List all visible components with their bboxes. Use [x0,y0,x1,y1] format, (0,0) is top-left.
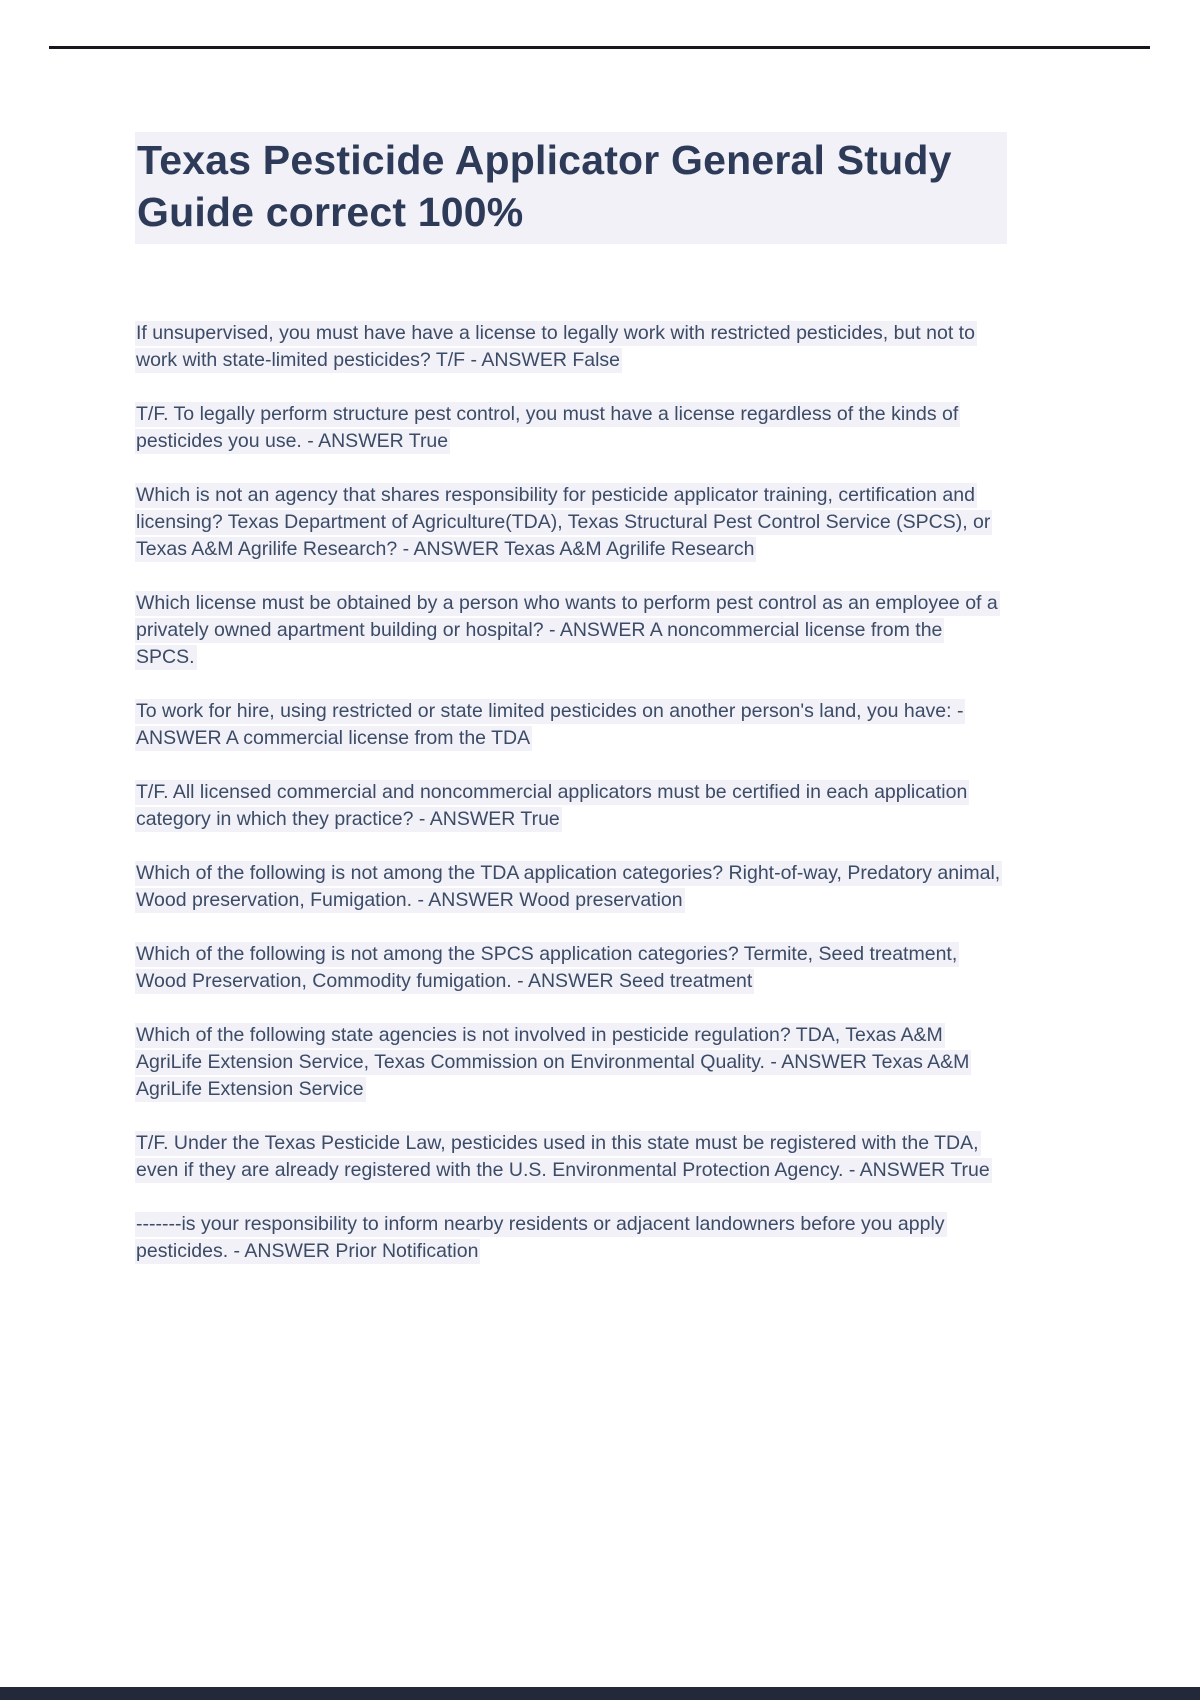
qa-text: Which of the following state agencies is not involved in pesticide regulation? TDA, Texas A&M AgriLife Extension Service, Texas Commission on Environmental Quality. - ANSWER Texas A&M AgriLife Extension Service [136,1024,970,1100]
qa-text: T/F. All licensed commercial and noncommercial applicators must be certified in each application category in which they practice? - ANSWER True [136,781,968,830]
qa-text: If unsupervised, you must have have a license to legally work with restricted pesticides, but not to work with state-limited pesticides? T/F - ANSWER False [136,322,975,371]
page-title: Texas Pesticide Applicator General Study Guide correct 100% [137,137,952,235]
qa-text: T/F. To legally perform structure pest control, you must have a license regardless of the kinds of pesticides you use. - ANSWER True [136,403,959,452]
qa-list [135,320,1007,1265]
qa-paragraph [135,590,1007,671]
qa-paragraph [135,401,1007,455]
top-horizontal-rule [49,46,1150,49]
qa-paragraph [135,320,1007,374]
qa-text: T/F. Under the Texas Pesticide Law, pesticides used in this state must be registered with the TDA, even if they are already registered with the U.S. Environmental Protection Agency. - ANSWER True [136,1132,990,1181]
qa-paragraph [135,860,1007,914]
qa-paragraph [135,779,1007,833]
qa-paragraph [135,1022,1007,1103]
qa-paragraph [135,941,1007,995]
qa-paragraph [135,482,1007,563]
qa-text: To work for hire, using restricted or state limited pesticides on another person's land, you have: - ANSWER A commercial license from the TDA [136,700,964,749]
qa-text: -------is your responsibility to inform nearby residents or adjacent landowners before you apply pesticides. - ANSWER Prior Notification [136,1213,945,1262]
title-highlight-block [135,132,1007,244]
qa-text: Which is not an agency that shares responsibility for pesticide applicator training, certification and licensing? Texas Department of Agriculture(TDA), Texas Structural Pest Control Service (SPCS), or Texas A&M Agrilife Research? - ANSWER Texas A&M Agrilife Research [136,484,991,560]
qa-paragraph [135,1130,1007,1184]
qa-paragraph [135,698,1007,752]
qa-text: Which of the following is not among the SPCS application categories? Termite, Seed treatment, Wood Preservation, Commodity fumigation. - ANSWER Seed treatment [136,943,958,992]
qa-paragraph [135,1211,1007,1265]
document-content [135,132,1007,1292]
qa-text: Which license must be obtained by a person who wants to perform pest control as an employee of a privately owned apartment building or hospital? - ANSWER A noncommercial license from the SPCS. [136,592,998,668]
qa-text: Which of the following is not among the TDA application categories? Right-of-way, Predatory animal, Wood preservation, Fumigation. - ANSWER Wood preservation [136,862,1001,911]
footer-bar [0,1687,1200,1700]
